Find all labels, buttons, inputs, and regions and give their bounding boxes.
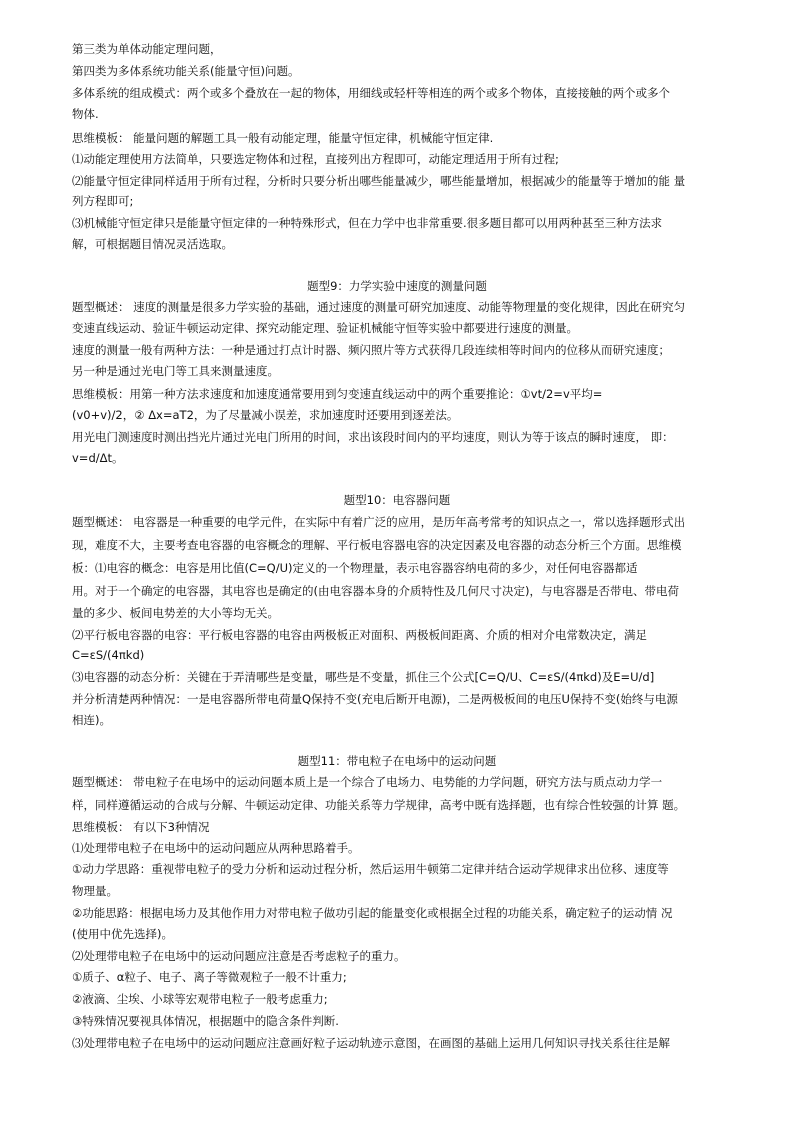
text-line: v=d/Δt。 (72, 451, 124, 465)
text-line: 速度的测量一般有两种方法：一种是通过打点计时器、频闪照片等方式获得几段连续相等时间内的位移从而研究速度； (72, 343, 670, 357)
text-line: ①动力学思路：重视带电粒子的受力分析和运动过程分析，然后运用牛顿第二定律并结合运动学规律求出位移、速度等 (72, 862, 669, 876)
text-line: 解，可根据题目情况灵活选取。 (72, 237, 233, 251)
text-line: ⑶处理带电粒子在电场中的运动问题应注意画好粒子运动轨迹示意图，在画图的基础上运用几何知识寻找关系往往是解 (72, 1036, 670, 1050)
text-line: 第四类为多体系统功能关系(能量守恒)问题。 (72, 64, 300, 78)
text-line: ②功能思路：根据电场力及其他作用力对带电粒子做功引起的能量变化或根据全过程的功能关系，确定粒子的运动情 况 (72, 906, 673, 920)
text-line: ⑴处理带电粒子在电场中的运动问题应从两种思路着手。 (72, 841, 360, 855)
text-line: 另一种是通过光电门等工具来测量速度。 (72, 364, 279, 378)
text-line: 思维模板： 能量问题的解题工具一般有动能定理，能量守恒定律，机械能守恒定律. (72, 131, 494, 145)
text-line: ⑵能量守恒定律同样适用于所有过程，分析时只要分析出哪些能量减少，哪些能量增加，根据减少的能量等于增加的能 量 (72, 174, 686, 188)
text-line: ⑶电容器的动态分析：关键在于弄清哪些是变量，哪些是不变量，抓住三个公式[C=Q/U、C=εS/(4πkd)及E=U/d] (72, 670, 655, 684)
text-line: ②液滴、尘埃、小球等宏观带电粒子一般考虑重力; (72, 992, 328, 1006)
text-line: 物理量。 (72, 884, 118, 898)
text-line: 相连)。 (72, 713, 111, 727)
text-line: ①质子、α粒子、电子、离子等微观粒子一般不计重力; (72, 970, 347, 984)
text-line: (v0+v)/2，② Δx=aT2，为了尽量减小误差，求加速度时还要用到逐差法。 (72, 408, 459, 422)
text-line: 用光电门测速度时测出挡光片通过光电门所用的时间，求出该段时间内的平均速度，则认为等于该点的瞬时速度， 即： (72, 430, 674, 444)
section-heading-9: 题型9：力学实验中速度的测量问题 (307, 279, 487, 293)
text-line: ⑴动能定理使用方法简单，只要选定物体和过程，直接列出方程即可，动能定理适用于所有过程; (72, 152, 559, 166)
text-line: 用。对于一个确定的电容器，其电容也是确定的(由电容器本身的介质特性及几何尺寸决定)，与电容器是否带电、带电荷 (72, 584, 679, 598)
text-line: C=εS/(4πkd) (72, 648, 145, 662)
text-line: 题型概述： 电容器是一种重要的电学元件，在实际中有着广泛的应用，是历年高考常考的知识点之一，常以选择题形式出 (72, 515, 686, 529)
text-line: 思维模板：用第一种方法求速度和加速度通常要用到匀变速直线运动中的两个重要推论：①vt/2=v平均= (72, 387, 603, 401)
text-line: 思维模板： 有以下3种情况 (72, 820, 210, 834)
section-heading-10: 题型10：电容器问题 (343, 493, 451, 507)
text-line: 板：⑴电容的概念：电容是用比值(C=Q/U)定义的一个物理量，表示电容器容纳电荷的多少，对任何电容器都适 (72, 561, 638, 575)
text-line: 题型概述： 带电粒子在电场中的运动问题本质上是一个综合了电场力、电势能的力学问题，研究方法与质点动力学一 (72, 775, 663, 789)
text-line: ⑵处理带电粒子在电场中的运动问题应注意是否考虑粒子的重力。 (72, 949, 406, 963)
section-heading-11: 题型11：带电粒子在电场中的运动问题 (297, 754, 497, 768)
text-line: (使用中优先选择)。 (72, 927, 173, 941)
text-line: 第三类为单体动能定理问题， (72, 42, 222, 56)
text-line: 题型概述： 速度的测量是很多力学实验的基础，通过速度的测量可研究加速度、动能等物理量的变化规律，因此在研究匀 (72, 300, 686, 314)
text-line: 现，难度不大，主要考查电容器的电容概念的理解、平行板电容器电容的决定因素及电容器的动态分析三个方面。思维模 (72, 538, 682, 552)
text-line: 列方程即可; (72, 194, 134, 208)
text-line: 变速直线运动、验证牛顿运动定律、探究动能定理、验证机械能守恒等实验中都要进行速度的测量。 (72, 321, 578, 335)
text-line: ③特殊情况要视具体情况，根据题中的隐含条件判断. (72, 1014, 339, 1028)
text-line: 多体系统的组成模式：两个或多个叠放在一起的物体，用细线或轻杆等相连的两个或多个物体，直接接触的两个或多个 (72, 86, 670, 100)
text-line: 并分析清楚两种情况：一是电容器所带电荷量Q保持不变(充电后断开电源)，二是两极板间的电压U保持不变(始终与电源 (72, 692, 678, 706)
text-line: ⑶机械能守恒定律只是能量守恒定律的一种特殊形式，但在力学中也非常重要.很多题目都可以用两种甚至三种方法求 (72, 216, 663, 230)
text-line: 样，同样遵循运动的合成与分解、牛顿运动定律、功能关系等力学规律，高考中既有选择题，也有综合性较强的计算 题。 (72, 798, 686, 812)
text-line: ⑵平行板电容器的电容：平行板电容器的电容由两极板正对面积、两极板间距离、介质的相对介电常数决定，满足 (72, 628, 647, 642)
text-line: 量的多少、板间电势差的大小等均无关。 (72, 606, 279, 620)
text-line: 物体. (72, 107, 99, 121)
